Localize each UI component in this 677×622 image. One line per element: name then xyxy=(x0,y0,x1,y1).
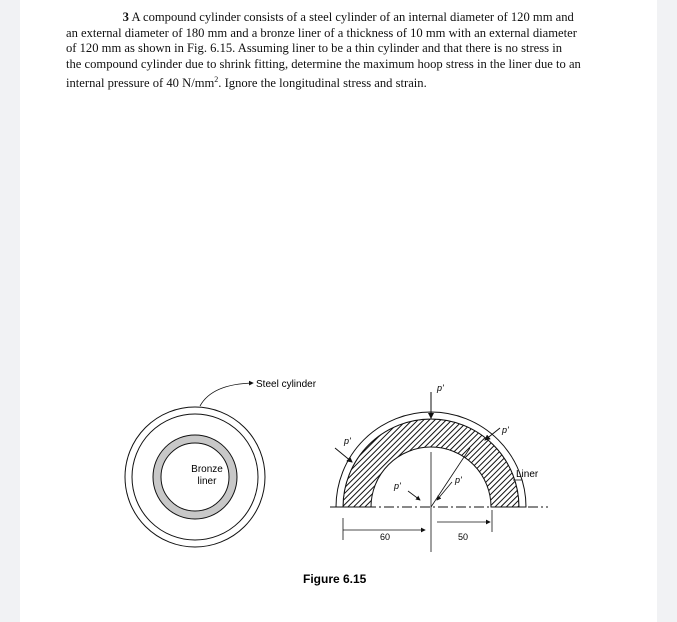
steel-cylinder-label: Steel cylinder xyxy=(256,379,317,390)
inner-arrow-left xyxy=(408,491,420,500)
p-prime-left: p' xyxy=(344,436,351,446)
page xyxy=(20,0,657,622)
cross-section-diagram xyxy=(125,379,317,547)
bronze-liner-bore xyxy=(161,443,229,511)
problem-line-1: 3 A compound cylinder consists of a steel cylinder of an internal diameter of 120 mm and xyxy=(122,10,574,24)
figure-caption: Figure 6.15 xyxy=(303,572,367,586)
bronze-label-2: liner xyxy=(197,476,217,487)
figure-6-15 xyxy=(20,0,657,622)
liner-label: Liner xyxy=(516,469,539,480)
problem-line-3: of 120 mm as shown in Fig. 6.15. Assuming liner to be a thin cylinder and that there is no stress in xyxy=(66,41,563,56)
inner-arrow-right xyxy=(437,482,452,500)
problem-line-2: an external diameter of 180 mm and a bronze liner of a thickness of 10 mm with an external diameter xyxy=(66,25,577,40)
pressure-arrow-left xyxy=(335,448,352,462)
p-prime-inner-right: p' xyxy=(455,475,462,485)
bronze-label-1: Bronze xyxy=(191,464,223,475)
p-prime-right: p' xyxy=(502,425,509,435)
p-prime-inner-left: p' xyxy=(394,481,401,491)
steel-cylinder-leader xyxy=(200,383,253,406)
radial-line xyxy=(431,448,470,507)
p-prime-top: p' xyxy=(437,383,444,393)
half-section-diagram xyxy=(330,383,548,552)
dim-50-label: 50 xyxy=(458,532,469,542)
problem-number: 3 xyxy=(122,10,129,24)
problem-line-4: the compound cylinder due to shrink fitting, determine the maximum hoop stress in the liner due to an xyxy=(66,56,581,71)
problem-line-5: internal pressure of 40 $N/mm^2$. Ignore the longitudinal stress and strain. xyxy=(66,75,427,91)
dim-60-label: 60 xyxy=(380,532,391,542)
